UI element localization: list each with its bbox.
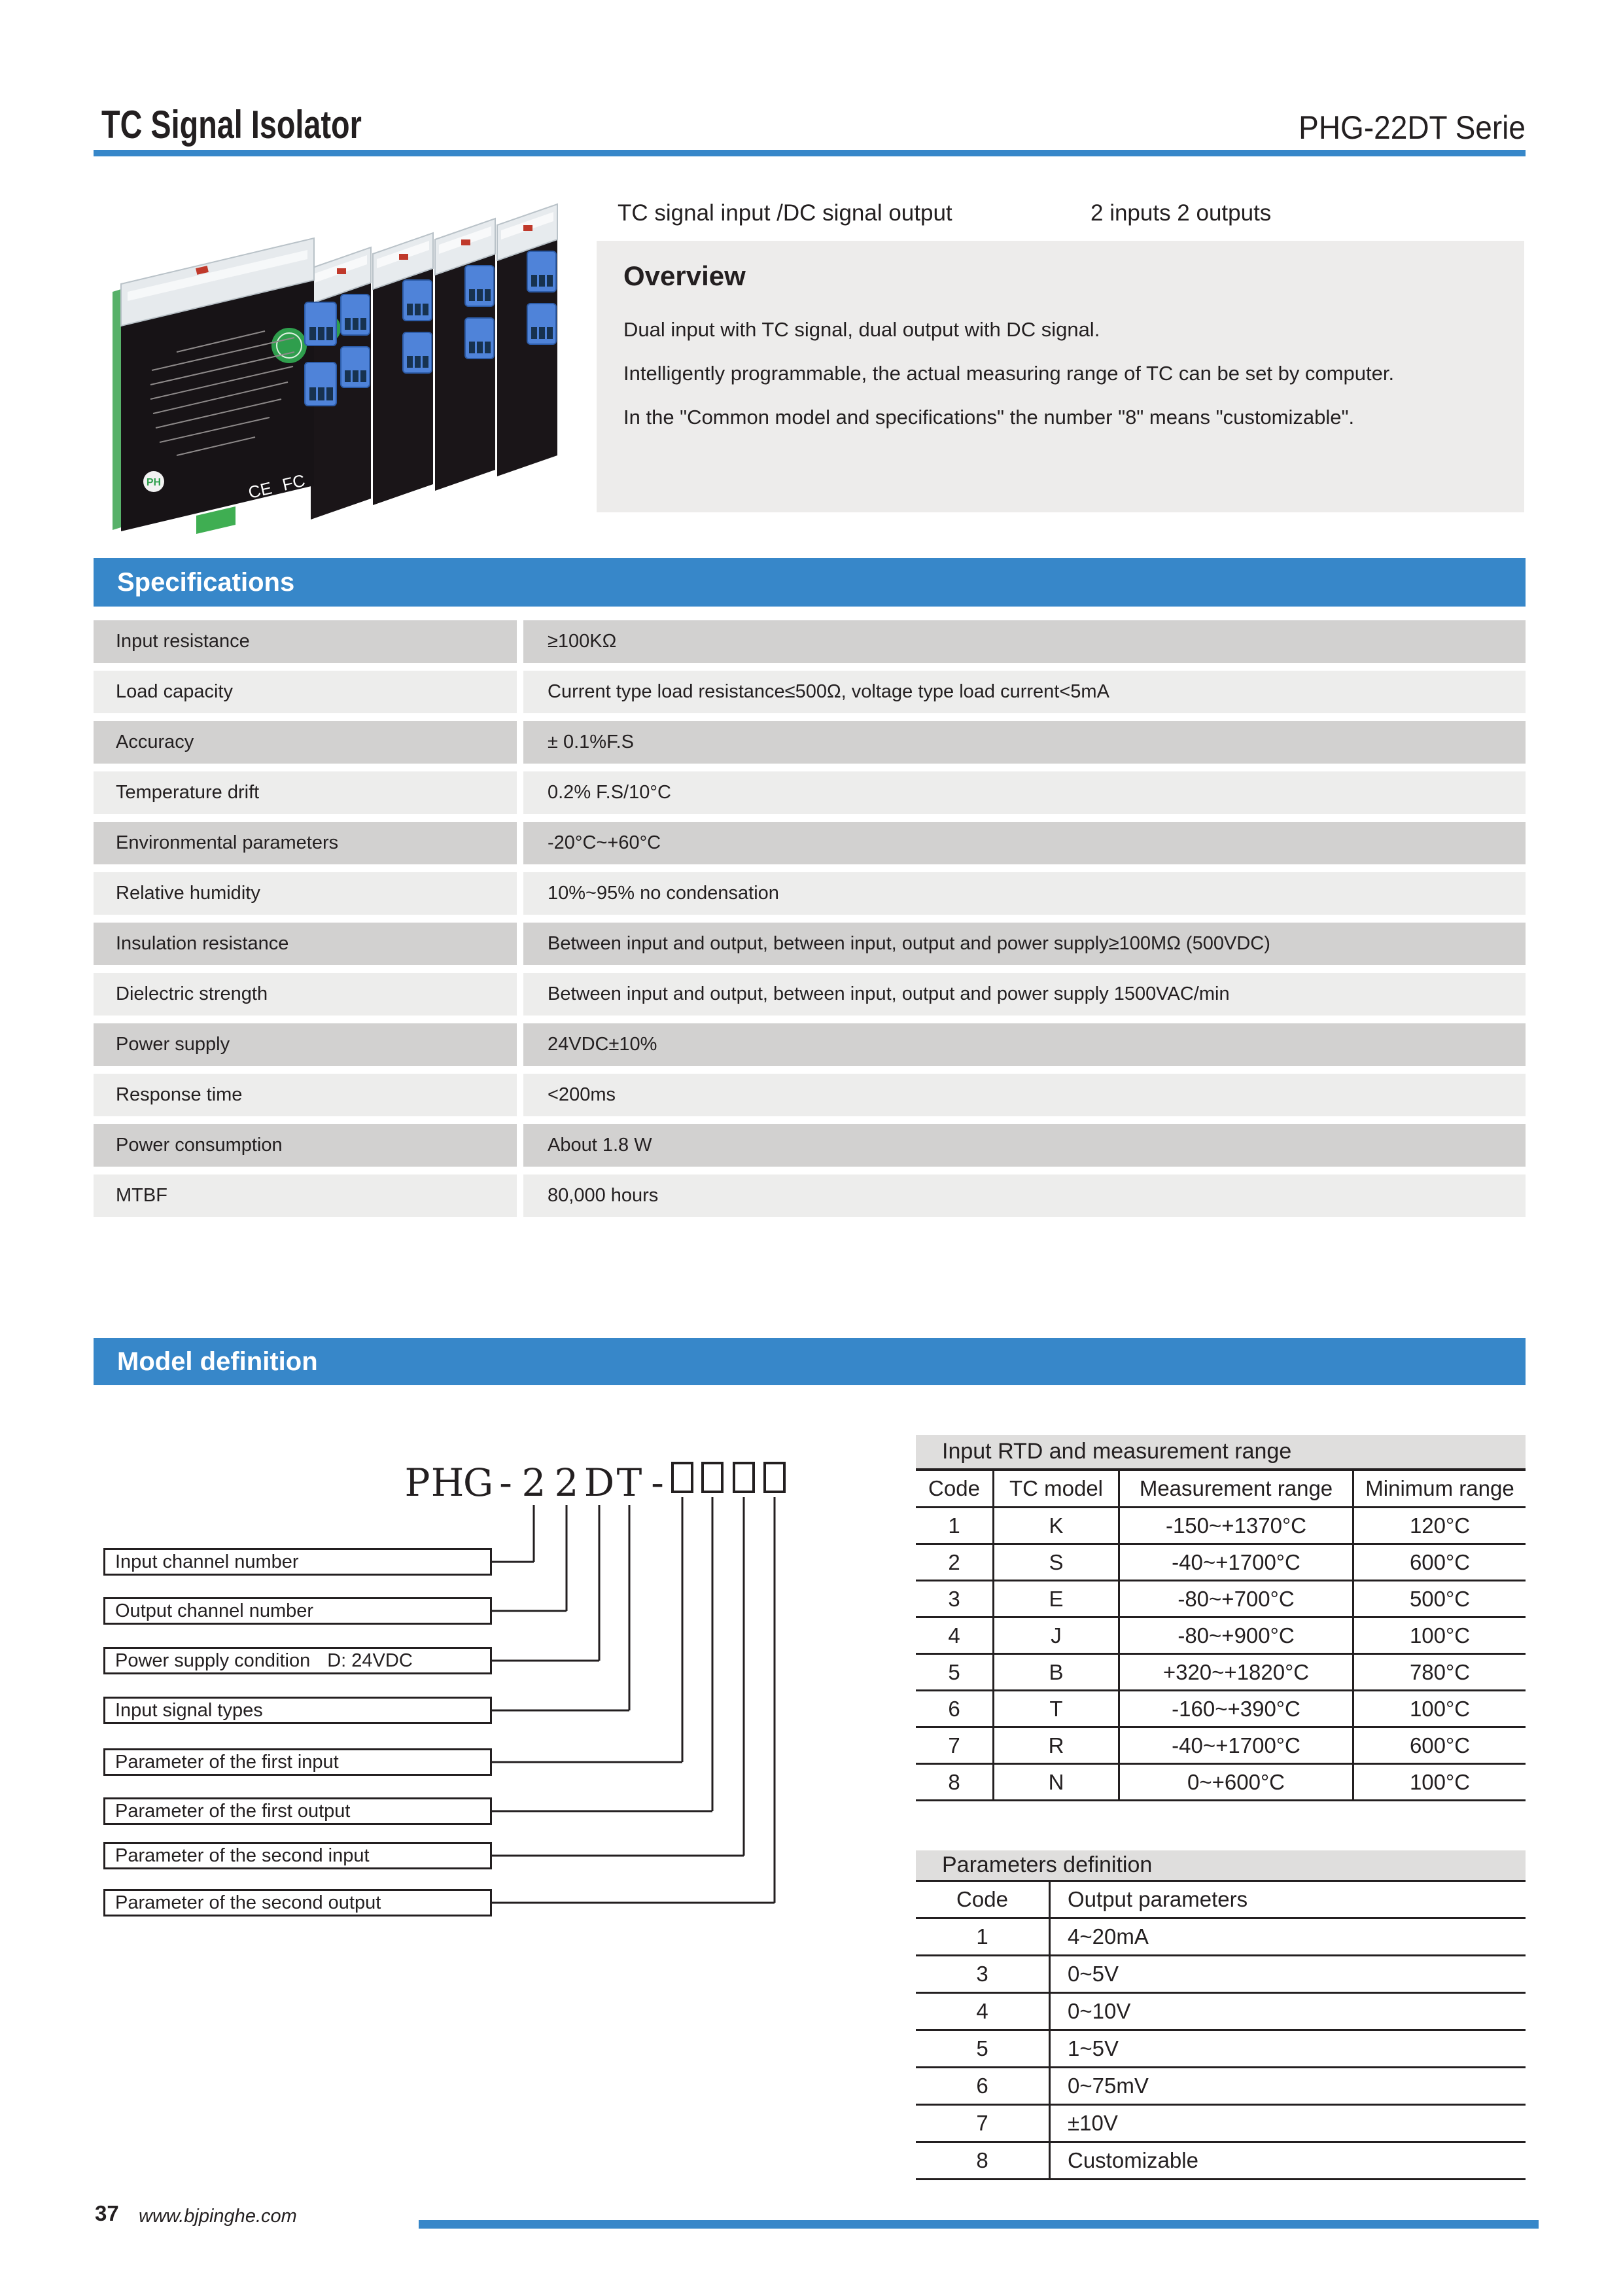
- column-header: Output parameters: [1051, 1882, 1526, 1919]
- table-cell: S: [994, 1545, 1120, 1581]
- model-code-char: 2: [554, 1460, 579, 1505]
- model-placeholder-box: [763, 1462, 786, 1493]
- table-cell: Customizable: [1051, 2143, 1526, 2180]
- model-label: Parameter of the second input: [115, 1845, 370, 1866]
- model-label-value: D: 24VDC: [327, 1650, 413, 1671]
- overview-line: Intelligently programmable, the actual measuring range of TC can be set by computer.: [623, 362, 1395, 385]
- table-cell: 7: [916, 1728, 994, 1765]
- model-label-box: [103, 1548, 492, 1576]
- table-cell: 5: [916, 1655, 994, 1691]
- spec-value: 10%~95% no condensation: [523, 872, 1526, 915]
- model-definition-diagram: [94, 1387, 911, 1930]
- table-cell: 100°C: [1354, 1765, 1526, 1801]
- spec-value: Between input and output, between input, output and power supply 1500VAC/min: [523, 973, 1526, 1016]
- table-cell: -40~+1700°C: [1120, 1728, 1354, 1765]
- table-row: [94, 771, 1526, 814]
- overview-panel: [597, 241, 1524, 512]
- spec-label: Load capacity: [94, 671, 517, 713]
- table-cell: -150~+1370°C: [1120, 1508, 1354, 1545]
- table-cell: 6: [916, 1691, 994, 1728]
- io-description: TC signal input /DC signal output: [618, 200, 952, 226]
- table-row: [94, 671, 1526, 713]
- page-number: 37: [95, 2201, 119, 2225]
- model-label: Parameter of the first output: [115, 1800, 351, 1822]
- column-header: Minimum range: [1354, 1471, 1526, 1508]
- table-cell: 7: [916, 2106, 1051, 2143]
- table-row: [94, 1124, 1526, 1167]
- spec-label: Dielectric strength: [94, 973, 517, 1016]
- spec-label: Input resistance: [94, 620, 517, 663]
- model-label: Output channel number: [115, 1600, 314, 1621]
- table-cell: 120°C: [1354, 1508, 1526, 1545]
- rtd-table-title: Input RTD and measurement range: [916, 1435, 1526, 1471]
- table-row: [94, 1174, 1526, 1217]
- spec-value: 80,000 hours: [523, 1174, 1526, 1217]
- page-title: TC Signal Isolator: [101, 103, 362, 147]
- table-cell: -40~+1700°C: [1120, 1545, 1354, 1581]
- spec-label: Environmental parameters: [94, 822, 517, 864]
- table-row: [94, 973, 1526, 1016]
- table-cell: ±10V: [1051, 2106, 1526, 2143]
- spec-label: Temperature drift: [94, 771, 517, 814]
- parameters-table: [916, 1850, 1526, 2180]
- table-cell: 3: [916, 1581, 994, 1618]
- column-header: Code: [916, 1471, 994, 1508]
- specifications-section-header: Specifications: [94, 558, 1526, 607]
- table-cell: 6: [916, 2068, 1051, 2106]
- overview-line: In the "Common model and specifications" the number "8" means "customizable".: [623, 406, 1355, 429]
- table-cell: 500°C: [1354, 1581, 1526, 1618]
- svg-text:CE: CE: [246, 478, 274, 503]
- svg-text:FC: FC: [280, 470, 307, 495]
- spec-value: ≥100KΩ: [523, 620, 1526, 663]
- table-cell: 3: [916, 1956, 1051, 1994]
- table-row: [94, 923, 1526, 965]
- spec-label: MTBF: [94, 1174, 517, 1217]
- table-row: [94, 822, 1526, 864]
- footer-rule: [419, 2220, 1539, 2229]
- model-code-char: T: [616, 1460, 642, 1505]
- spec-label: Relative humidity: [94, 872, 517, 915]
- column-header: TC model: [994, 1471, 1120, 1508]
- table-cell: 4: [916, 1618, 994, 1655]
- model-label-box: [103, 1797, 492, 1825]
- model-label: Power supply condition: [115, 1650, 311, 1671]
- spec-label: Power consumption: [94, 1124, 517, 1167]
- table-cell: +320~+1820°C: [1120, 1655, 1354, 1691]
- model-label: Parameter of the second output: [115, 1892, 381, 1913]
- parameters-table-title: Parameters definition: [916, 1850, 1526, 1882]
- model-label-box: [103, 1697, 492, 1724]
- table-cell: 0~5V: [1051, 1956, 1526, 1994]
- table-cell: R: [994, 1728, 1120, 1765]
- specifications-table: [94, 620, 1526, 1225]
- table-cell: B: [994, 1655, 1120, 1691]
- model-label: Parameter of the first input: [115, 1751, 339, 1773]
- model-code-char: -: [651, 1460, 664, 1505]
- overview-heading: Overview: [623, 260, 746, 291]
- table-cell: -80~+900°C: [1120, 1618, 1354, 1655]
- table-cell: 4~20mA: [1051, 1919, 1526, 1956]
- model-placeholder-box: [671, 1462, 693, 1493]
- table-cell: E: [994, 1581, 1120, 1618]
- table-cell: 0~75mV: [1051, 2068, 1526, 2106]
- model-placeholder-box: [701, 1462, 724, 1493]
- table-cell: 0~+600°C: [1120, 1765, 1354, 1801]
- website-link[interactable]: www.bjpinghe.com: [139, 2206, 297, 2227]
- model-label-box: [103, 1597, 492, 1625]
- table-cell: 1~5V: [1051, 2031, 1526, 2068]
- model-code-char: D: [584, 1460, 615, 1505]
- spec-value: 24VDC±10%: [523, 1023, 1526, 1066]
- column-header: Measurement range: [1120, 1471, 1354, 1508]
- model-placeholder-box: [733, 1462, 755, 1493]
- spec-value: Between input and output, between input, output and power supply≥100MΩ (500VDC): [523, 923, 1526, 965]
- table-cell: 8: [916, 1765, 994, 1801]
- model-label-box: [103, 1889, 492, 1916]
- table-cell: 780°C: [1354, 1655, 1526, 1691]
- model-label: Input signal types: [115, 1699, 263, 1721]
- spec-value: <200ms: [523, 1074, 1526, 1116]
- model-code-char: 2: [521, 1460, 546, 1505]
- table-cell: 0~10V: [1051, 1994, 1526, 2031]
- table-row: [94, 872, 1526, 915]
- model-label-box: [103, 1842, 492, 1869]
- table-row: [94, 721, 1526, 764]
- module-front: [113, 238, 336, 534]
- table-cell: 2: [916, 1545, 994, 1581]
- product-photo: [98, 174, 589, 540]
- model-code-char: P: [404, 1460, 430, 1505]
- spec-value: -20°C~+60°C: [523, 822, 1526, 864]
- spec-label: Accuracy: [94, 721, 517, 764]
- table-cell: K: [994, 1508, 1120, 1545]
- rtd-range-table: [916, 1435, 1526, 1801]
- table-cell: 5: [916, 2031, 1051, 2068]
- model-definition-section-header: Model definition: [94, 1338, 1526, 1385]
- model-code-char: H: [430, 1460, 464, 1505]
- spec-value: 0.2% F.S/10°C: [523, 771, 1526, 814]
- module-stack: [311, 204, 557, 520]
- table-row: [94, 620, 1526, 663]
- table-cell: 1: [916, 1919, 1051, 1956]
- table-cell: 600°C: [1354, 1728, 1526, 1765]
- channels-description: 2 inputs 2 outputs: [1091, 200, 1272, 226]
- table-cell: 4: [916, 1994, 1051, 2031]
- spec-label: Response time: [94, 1074, 517, 1116]
- table-cell: 1: [916, 1508, 994, 1545]
- table-cell: 8: [916, 2143, 1051, 2180]
- column-header: Code: [916, 1882, 1051, 1919]
- table-cell: 100°C: [1354, 1691, 1526, 1728]
- table-cell: J: [994, 1618, 1120, 1655]
- table-cell: N: [994, 1765, 1120, 1801]
- overview-line: Dual input with TC signal, dual output with DC signal.: [623, 318, 1100, 341]
- model-label-box: [103, 1647, 492, 1674]
- model-label: Input channel number: [115, 1551, 299, 1572]
- spec-label: Insulation resistance: [94, 923, 517, 965]
- table-row: [94, 1074, 1526, 1116]
- svg-text:PH: PH: [146, 477, 162, 488]
- spec-value: Current type load resistance≤500Ω, voltage type load current<5mA: [523, 671, 1526, 713]
- model-code-char: G: [462, 1460, 494, 1505]
- spec-label: Power supply: [94, 1023, 517, 1066]
- spec-value: ± 0.1%F.S: [523, 721, 1526, 764]
- table-row: [94, 1023, 1526, 1066]
- model-label-box: [103, 1748, 492, 1776]
- table-cell: -80~+700°C: [1120, 1581, 1354, 1618]
- spec-value: About 1.8 W: [523, 1124, 1526, 1167]
- model-code-char: -: [499, 1460, 512, 1505]
- table-cell: 600°C: [1354, 1545, 1526, 1581]
- title-rule: [94, 150, 1526, 156]
- table-cell: T: [994, 1691, 1120, 1728]
- table-cell: -160~+390°C: [1120, 1691, 1354, 1728]
- table-cell: 100°C: [1354, 1618, 1526, 1655]
- series-title: PHG-22DT Serie: [1299, 109, 1526, 146]
